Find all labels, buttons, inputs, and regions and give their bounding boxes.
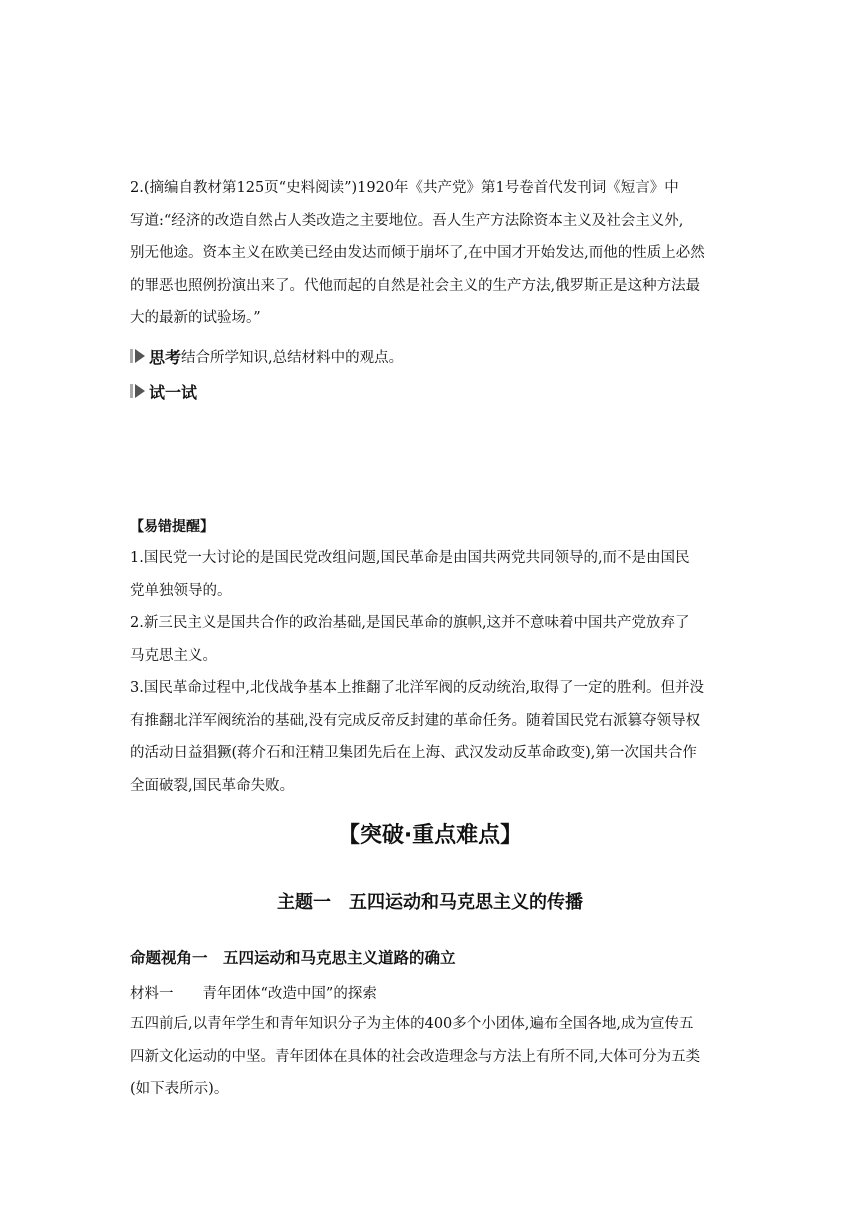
mistakes-line: 党单独领导的。 bbox=[130, 582, 232, 599]
mistakes-line: 马克思主义。 bbox=[130, 647, 217, 664]
question-2-line: 别无他途。资本主义在欧美已经由发达而倾于崩坏了,在中国才开始发达,而他的性质上必然 bbox=[130, 245, 705, 261]
mistakes-section bbox=[130, 512, 730, 802]
question-2-line: 大的最新的试验场。” bbox=[130, 310, 261, 326]
question-2 bbox=[130, 172, 730, 335]
angle-title: 命题视角一 五四运动和马克思主义道路的确立 bbox=[130, 949, 456, 967]
mistakes-title: 【易错提醒】 bbox=[130, 519, 214, 535]
material-line: 四新文化运动的中坚。青年团体在具体的社会改造理念与方法上有所不同,大体可分为五类 bbox=[130, 1048, 701, 1065]
material-line: 五四前后,以青年学生和青年知识分子为主体的400多个小团体,遍布全国各地,成为宣传五 bbox=[130, 1016, 694, 1032]
play-arrow-icon bbox=[135, 349, 145, 363]
topic-title: 主题一 五四运动和马克思主义的传播 bbox=[277, 892, 583, 913]
mistakes-line: 3.国民革命过程中,北伐战争基本上推翻了北洋军阀的反动统治,取得了一定的胜利。但并没 bbox=[130, 680, 705, 696]
try-label: 试一试 bbox=[149, 382, 198, 402]
question-2-line: 的罪恶也照例扮演出来了。代他而起的自然是社会主义的生产方法,俄罗斯正是这种方法最 bbox=[130, 277, 701, 294]
question-2-line: 写道:“经济的改造自然占人类改造之主要地位。吾人生产方法除资本主义及社会主义外, bbox=[130, 212, 684, 229]
mistakes-line: 的活动日益猖獗(蒋介石和汪精卫集团先后在上海、武汉发动反革命政变),第一次国共合作 bbox=[130, 745, 697, 761]
question-2-line: 2.(摘编自教材第125页“史料阅读”)1920年《共产党》第1号卷首代发刊词《短言》中 bbox=[130, 180, 679, 196]
marker-bar-icon bbox=[130, 384, 133, 398]
mistakes-line: 有推翻北洋军阀统治的基础,没有完成反帝反封建的革命任务。随着国民党右派篡夺领导权 bbox=[130, 712, 701, 729]
mistakes-line: 全面破裂,国民革命失败。 bbox=[130, 777, 295, 794]
try-row bbox=[130, 378, 730, 404]
material-section bbox=[130, 980, 730, 1106]
mistakes-line: 1.国民党一大讨论的是国民党改组问题,国民革命是由国共两党共同领导的,而不是由国民 bbox=[130, 550, 690, 566]
play-arrow-icon bbox=[135, 384, 145, 398]
material-line: (如下表所示)。 bbox=[130, 1081, 229, 1097]
think-row bbox=[130, 343, 730, 369]
mistakes-line: 2.新三民主义是国共合作的政治基础,是国民革命的旗帜,这并不意味着中国共产党放弃了 bbox=[130, 615, 690, 631]
section-title: 【突破·重点难点】 bbox=[337, 823, 523, 848]
material-label: 材料一 青年团体“改造中国”的探索 bbox=[130, 986, 377, 1002]
think-text: 结合所学知识,总结材料中的观点。 bbox=[181, 349, 404, 366]
marker-bar-icon bbox=[130, 349, 133, 363]
think-label: 思考 bbox=[149, 347, 182, 367]
